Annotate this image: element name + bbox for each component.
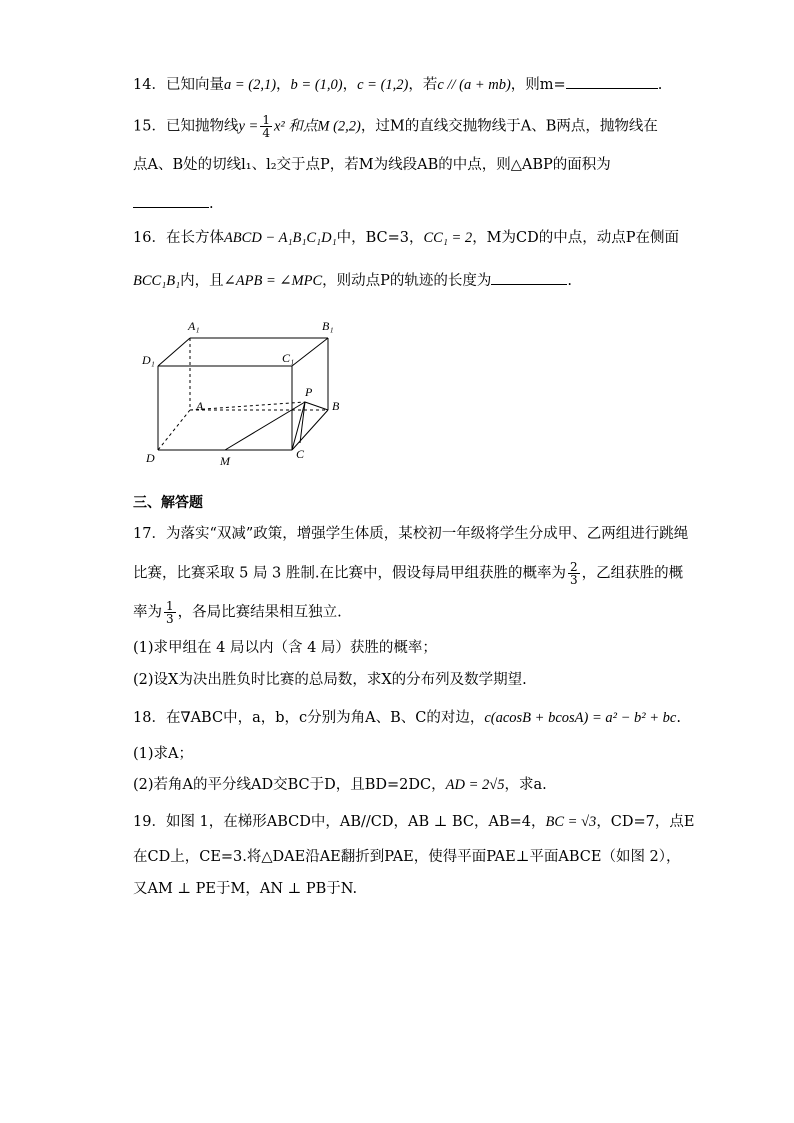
question-16-line2: BCC₁B₁内，且∠APB = ∠MPC，则动点P的轨迹的长度为 . bbox=[133, 269, 572, 291]
label-A: A bbox=[196, 399, 204, 413]
answer-blank bbox=[133, 192, 209, 208]
label-C1: C₁ bbox=[282, 351, 295, 365]
question-15-line3: . bbox=[133, 192, 214, 214]
question-19-line2: 在CD上，CE=3.将△DAE沿AE翻折到PAE，使得平面PAE⊥平面ABCE（如图 2）， bbox=[133, 849, 681, 865]
question-18-part2: (2)若角A的平分线AD交BC于D，且BD=2DC，AD = 2√5，求a. bbox=[133, 777, 547, 793]
question-19-line3: 又AM ⊥ PE于M，AN ⊥ PB于N. bbox=[133, 881, 358, 897]
label-C: C bbox=[296, 447, 305, 461]
label-D: D bbox=[146, 451, 155, 465]
question-15-line2: 点A、B处的切线l₁、l₂交于点P，若M为线段AB的中点，则△ABP的面积为 bbox=[133, 157, 611, 173]
question-18-part1: (1)求A； bbox=[133, 746, 194, 762]
question-17-part2: (2)设X为决出胜负时比赛的总局数，求X的分布列及数学期望. bbox=[133, 672, 527, 688]
question-14: 14．已知向量a = (2,1)，b = (1,0)，c = (1,2)，若c // (a + mb)，则m= . bbox=[133, 73, 662, 95]
question-17-line2: 比赛，比赛采取 5 局 3 胜制.在比赛中，假设每局甲组获胜的概率为 $\frac{2}{3}$ ，乙组获胜的概 bbox=[133, 560, 684, 587]
answer-blank bbox=[566, 73, 658, 89]
question-18-line1: 18．在∇ABC中，a，b，c分别为角A、B、C的对边，c(acosB + bcosA) = a² − b² + bc. bbox=[133, 710, 681, 726]
cuboid-figure bbox=[130, 310, 360, 475]
label-D1: D₁ bbox=[142, 353, 155, 367]
answer-blank bbox=[491, 269, 567, 285]
question-16-line1: 16．在长方体ABCD − A₁B₁C₁D₁中，BC=3，CC₁ = 2，M为CD的中点，动点P在侧面 bbox=[133, 230, 680, 246]
label-B1: B₁ bbox=[322, 319, 334, 333]
label-P: P bbox=[305, 385, 313, 399]
label-M: M bbox=[220, 454, 230, 468]
question-15-line1: 15．已知抛物线y = $\frac{1}{4}$ x² 和点M (2,2)，过M的直线交抛物线于A、B两点，抛物线在 bbox=[133, 113, 658, 140]
label-A1: A₁ bbox=[188, 319, 200, 333]
question-17-part1: (1)求甲组在 4 局以内（含 4 局）获胜的概率； bbox=[133, 640, 437, 656]
question-17-line3: 率为 $\frac{1}{3}$ ，各局比赛结果相互独立. bbox=[133, 599, 342, 626]
question-19-line1: 19．如图 1，在梯形ABCD中，AB//CD，AB ⊥ BC，AB=4，BC = √3，CD=7，点E bbox=[133, 814, 695, 830]
question-17-line1: 17．为落实“双减”政策，增强学生体质，某校初一年级将学生分成甲、乙两组进行跳绳 bbox=[133, 526, 689, 542]
section-title: 三、解答题 bbox=[133, 495, 203, 511]
label-B: B bbox=[332, 399, 340, 413]
